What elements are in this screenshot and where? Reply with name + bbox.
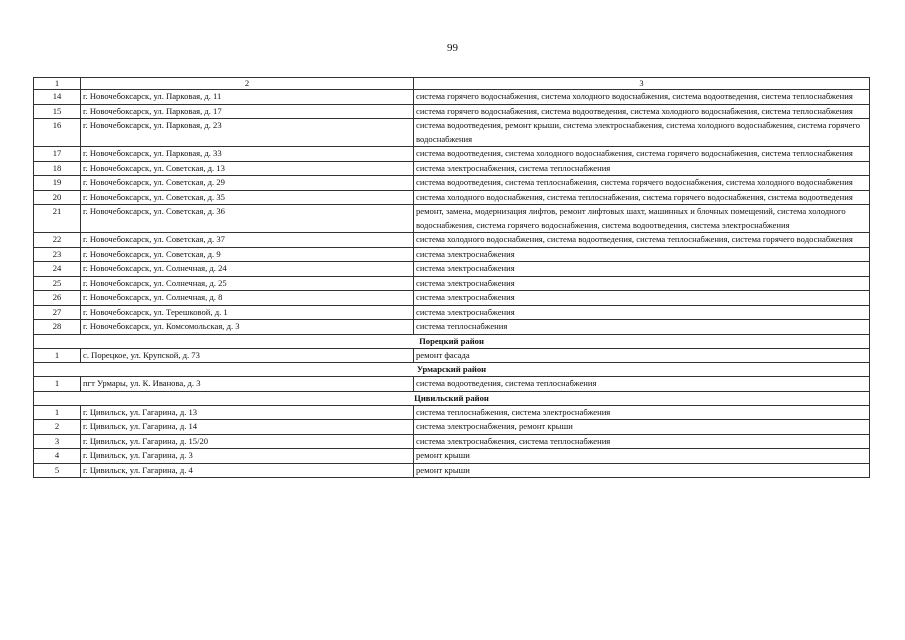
row-number: 21	[34, 205, 81, 233]
row-address: г. Новочебоксарск, ул. Терешковой, д. 1	[81, 305, 414, 320]
table-row	[34, 420, 870, 435]
row-number: 23	[34, 247, 81, 262]
row-address: г. Новочебоксарск, ул. Парковая, д. 23	[81, 119, 414, 147]
table-row	[34, 147, 870, 162]
repair-works-table	[33, 77, 870, 478]
row-works: ремонт фасада	[414, 348, 870, 363]
header-col-1: 1	[34, 78, 81, 90]
row-address: г. Новочебоксарск, ул. Советская, д. 13	[81, 161, 414, 176]
row-address: г. Цивильск, ул. Гагарина, д. 14	[81, 420, 414, 435]
row-works: система электроснабжения	[414, 262, 870, 277]
row-number: 3	[34, 434, 81, 449]
row-address: г. Новочебоксарск, ул. Солнечная, д. 25	[81, 276, 414, 291]
header-col-2: 2	[81, 78, 414, 90]
table-row	[34, 161, 870, 176]
table-row	[34, 247, 870, 262]
district-section-row	[34, 334, 870, 348]
row-address: г. Новочебоксарск, ул. Советская, д. 36	[81, 205, 414, 233]
district-section-row	[34, 391, 870, 405]
row-works: ремонт, замена, модернизация лифтов, ремонт лифтовых шахт, машинных и блочных помещений, система холодного водоснабжения, система горячего водоснабжения, система водоотведения, система электроснабжения	[414, 205, 870, 233]
row-works: система холодного водоснабжения, система теплоснабжения, система горячего водоснабжения, система водоотведения	[414, 190, 870, 205]
row-works: система электроснабжения, система теплоснабжения	[414, 161, 870, 176]
row-address: г. Цивильск, ул. Гагарина, д. 15/20	[81, 434, 414, 449]
row-works: система электроснабжения, ремонт крыши	[414, 420, 870, 435]
row-number: 1	[34, 405, 81, 420]
row-number: 5	[34, 463, 81, 478]
row-number: 18	[34, 161, 81, 176]
row-address: с. Порецкое, ул. Крупской, д. 73	[81, 348, 414, 363]
row-works: система электроснабжения	[414, 276, 870, 291]
row-works: система горячего водоснабжения, система водоотведения, система холодного водоснабжения, система теплоснабжения	[414, 104, 870, 119]
district-title: Урмарский район	[34, 363, 870, 377]
row-works: система водоотведения, ремонт крыши, система электроснабжения, система холодного водоснабжения, система горячего водоснабжения	[414, 119, 870, 147]
row-works: система электроснабжения	[414, 305, 870, 320]
row-works: ремонт крыши	[414, 463, 870, 478]
table-row	[34, 90, 870, 105]
row-number: 4	[34, 449, 81, 464]
row-works: система электроснабжения	[414, 247, 870, 262]
row-number: 27	[34, 305, 81, 320]
district-title: Цивильский район	[34, 391, 870, 405]
table-row	[34, 176, 870, 191]
row-number: 22	[34, 233, 81, 248]
row-address: г. Новочебоксарск, ул. Советская, д. 37	[81, 233, 414, 248]
row-number: 1	[34, 377, 81, 392]
district-title: Порецкий район	[34, 334, 870, 348]
row-number: 20	[34, 190, 81, 205]
row-address: г. Новочебоксарск, ул. Советская, д. 29	[81, 176, 414, 191]
row-works: ремонт крыши	[414, 449, 870, 464]
table-row	[34, 262, 870, 277]
table-row	[34, 190, 870, 205]
row-address: г. Новочебоксарск, ул. Солнечная, д. 24	[81, 262, 414, 277]
row-number: 2	[34, 420, 81, 435]
table-row	[34, 377, 870, 392]
row-address: г. Новочебоксарск, ул. Комсомольская, д. 3	[81, 320, 414, 335]
row-works: система горячего водоснабжения, система холодного водоснабжения, система водоотведения, система теплоснабжения	[414, 90, 870, 105]
row-works: система холодного водоснабжения, система водоотведения, система теплоснабжения, система горячего водоснабжения	[414, 233, 870, 248]
district-section-row	[34, 363, 870, 377]
header-col-3: 3	[414, 78, 870, 90]
table-body	[34, 78, 870, 478]
table-row	[34, 276, 870, 291]
row-number: 24	[34, 262, 81, 277]
row-works: система электроснабжения, система теплоснабжения	[414, 434, 870, 449]
table-row	[34, 320, 870, 335]
table-row	[34, 449, 870, 464]
row-works: система электроснабжения	[414, 291, 870, 306]
row-number: 26	[34, 291, 81, 306]
row-number: 16	[34, 119, 81, 147]
row-address: г. Цивильск, ул. Гагарина, д. 13	[81, 405, 414, 420]
row-number: 28	[34, 320, 81, 335]
row-works: система водоотведения, система теплоснабжения, система горячего водоснабжения, система холодного водоснабжения	[414, 176, 870, 191]
table-row	[34, 291, 870, 306]
table-row	[34, 405, 870, 420]
row-address: г. Цивильск, ул. Гагарина, д. 3	[81, 449, 414, 464]
row-works: система водоотведения, система холодного водоснабжения, система горячего водоснабжения, система теплоснабжения	[414, 147, 870, 162]
row-number: 17	[34, 147, 81, 162]
row-address: г. Новочебоксарск, ул. Советская, д. 9	[81, 247, 414, 262]
row-number: 19	[34, 176, 81, 191]
page-number: 99	[447, 42, 458, 54]
row-works: система водоотведения, система теплоснабжения	[414, 377, 870, 392]
row-number: 1	[34, 348, 81, 363]
row-number: 15	[34, 104, 81, 119]
row-works: система теплоснабжения, система электроснабжения	[414, 405, 870, 420]
row-address: г. Новочебоксарск, ул. Парковая, д. 33	[81, 147, 414, 162]
table-row	[34, 205, 870, 233]
table-row	[34, 233, 870, 248]
table-row	[34, 434, 870, 449]
row-address: г. Новочебоксарск, ул. Парковая, д. 17	[81, 104, 414, 119]
row-number: 25	[34, 276, 81, 291]
row-address: пгт Урмары, ул. К. Иванова, д. 3	[81, 377, 414, 392]
row-address: г. Новочебоксарск, ул. Советская, д. 35	[81, 190, 414, 205]
table-row	[34, 305, 870, 320]
row-address: г. Цивильск, ул. Гагарина, д. 4	[81, 463, 414, 478]
row-works: система теплоснабжения	[414, 320, 870, 335]
row-address: г. Новочебоксарск, ул. Парковая, д. 11	[81, 90, 414, 105]
table-row	[34, 463, 870, 478]
table-row	[34, 348, 870, 363]
table-row	[34, 104, 870, 119]
table-header-row	[34, 78, 870, 90]
row-address: г. Новочебоксарск, ул. Солнечная, д. 8	[81, 291, 414, 306]
table-row	[34, 119, 870, 147]
row-number: 14	[34, 90, 81, 105]
